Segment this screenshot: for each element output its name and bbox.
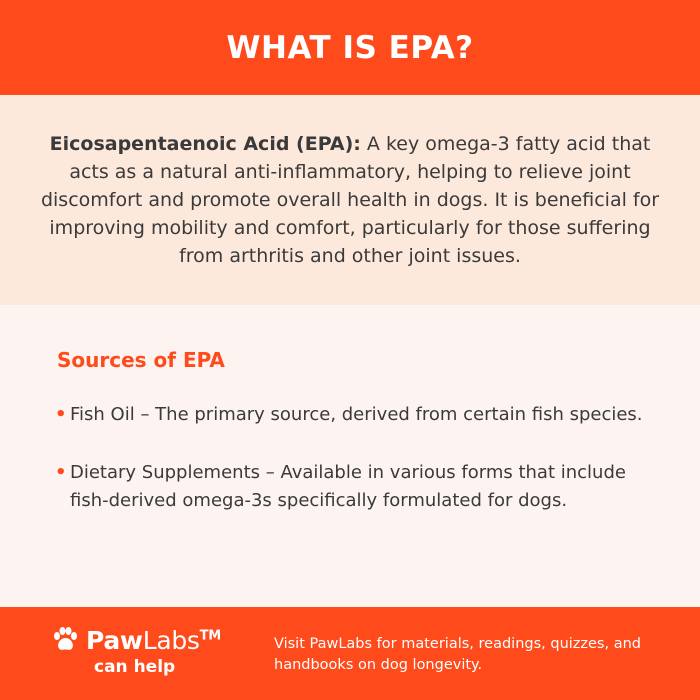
title-banner: [0, 0, 700, 95]
brand-tagline: can help: [94, 657, 176, 677]
source-description: – The primary source, derived from certain fish species.: [134, 404, 643, 425]
call-to-action-text: Visit PawLabs for materials, readings, quizzes, and handbooks on dog longevity.: [274, 636, 641, 673]
list-item: [55, 401, 665, 429]
definition-panel: [0, 95, 700, 305]
bullet-icon: •: [55, 404, 67, 425]
definition-term: Eicosapentaenoic Acid (EPA):: [49, 133, 361, 155]
bullet-icon: •: [55, 462, 67, 483]
sources-list: [55, 401, 665, 515]
source-description: – Available in various forms that include fish-derived omega-3s specifically formulated for dogs.: [70, 462, 626, 511]
footer-banner: [0, 607, 700, 700]
page-title: WHAT IS EPA?: [226, 29, 474, 66]
brand-name-light: Labs: [142, 625, 200, 655]
list-item: [55, 459, 665, 515]
definition-text: A key omega-3 fatty acid that acts as a natural anti-inflammatory, helping to relieve joint discomfort and promote overall health in dogs. It is beneficial for improving mobility and comfort, particularly for those suffering from arthritis and other joint issues.: [40, 133, 660, 267]
sources-section: [0, 305, 700, 607]
source-name: Fish Oil: [70, 404, 135, 425]
source-name: Dietary Supplements: [70, 462, 261, 483]
trademark-mark: TM: [199, 628, 221, 644]
paw-print-icon: [50, 625, 80, 655]
brand-name-bold: Paw: [86, 625, 143, 655]
pawlabs-logo: [50, 625, 235, 677]
definition-paragraph: [40, 130, 660, 270]
sources-heading: Sources of EPA: [57, 348, 225, 372]
brand-name: [86, 626, 221, 655]
